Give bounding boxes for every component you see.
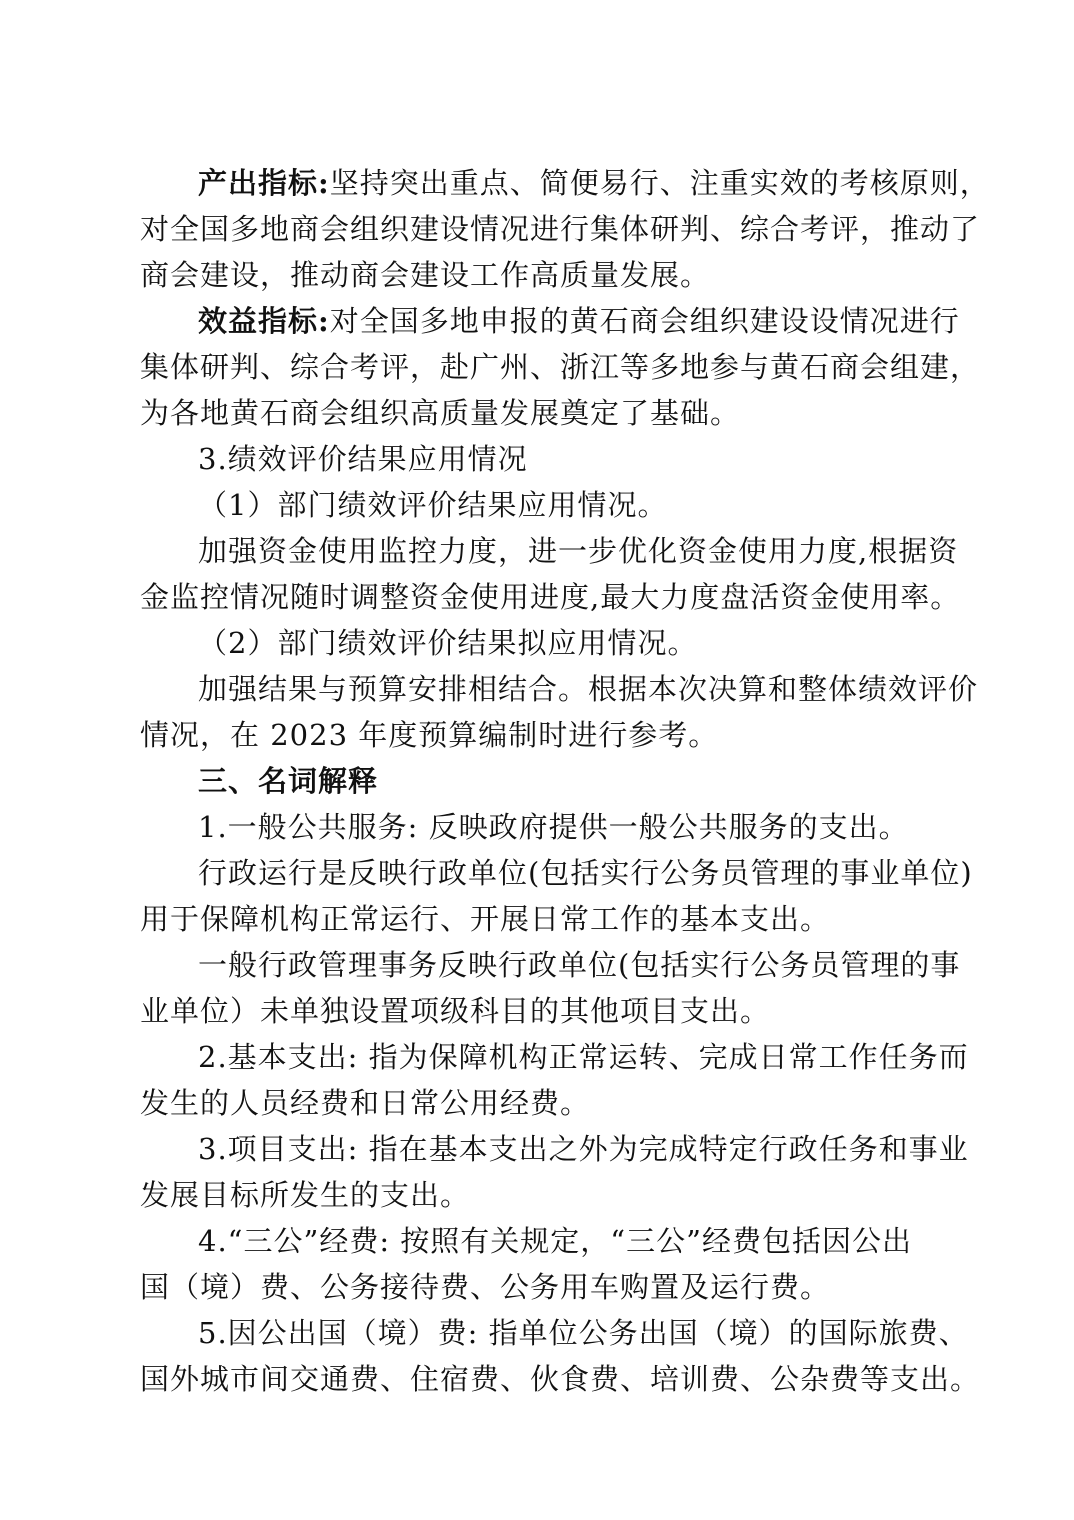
output-indicator-label: 产出指标: (198, 166, 330, 200)
subheading-1: （1）部门绩效评价结果应用情况。 (198, 488, 668, 522)
paragraph-output-indicator (140, 160, 990, 206)
text-line: 集体研判、综合考评，赴广州、浙江等多地参与黄石商会组建， (140, 350, 981, 384)
text-line: 情况，在 2023 年度预算编制时进行参考。 (140, 718, 719, 752)
benefit-indicator-label: 效益指标: (198, 304, 330, 338)
text-line: 用于保障机构正常运行、开展日常工作的基本支出。 (140, 902, 831, 936)
glossary-item-three-public-expenses: 4.“三公”经费: 按照有关规定，“三公”经费包括因公出 (198, 1224, 912, 1258)
text-line: 发展目标所发生的支出。 (140, 1178, 471, 1212)
paragraph-benefit-indicator (140, 298, 960, 344)
text-line: 坚持突出重点、简便易行、注重实效的考核原则， (329, 166, 990, 200)
text-line: 对全国多地商会组织建设情况进行集体研判、综合考评，推动了 (140, 212, 981, 246)
subheading-2: （2）部门绩效评价结果拟应用情况。 (198, 626, 698, 660)
glossary-item-basic-expenditure: 2.基本支出: 指为保障机构正常运转、完成日常工作任务而 (198, 1040, 969, 1074)
section-heading-glossary: 三、名词解释 (198, 764, 379, 798)
section-heading-evaluation-result: 3.绩效评价结果应用情况 (198, 442, 528, 476)
text-line: 行政运行是反映行政单位(包括实行公务员管理的事业单位) (198, 856, 973, 890)
text-line: 一般行政管理事务反映行政单位(包括实行公务员管理的事 (198, 948, 961, 982)
text-line: 加强资金使用监控力度，进一步优化资金使用力度,根据资 (198, 534, 959, 568)
text-line: 金监控情况随时调整资金使用进度,最大力度盘活资金使用率。 (140, 580, 961, 614)
glossary-item-overseas-travel: 5.因公出国（境）费: 指单位公务出国（境）的国际旅费、 (198, 1316, 969, 1350)
text-line: 对全国多地申报的黄石商会组织建设设情况进行 (329, 304, 960, 338)
text-line: 国外城市间交通费、住宿费、伙食费、培训费、公杂费等支出。 (140, 1362, 981, 1396)
text-line: 发生的人员经费和日常公用经费。 (140, 1086, 591, 1120)
text-line: 为各地黄石商会组织高质量发展奠定了基础。 (140, 396, 741, 430)
text-line: 商会建设，推动商会建设工作高质量发展。 (140, 258, 711, 292)
text-line: 国（境）费、公务接待费、公务用车购置及运行费。 (140, 1270, 831, 1304)
glossary-item-general-public-services: 1.一般公共服务: 反映政府提供一般公共服务的支出。 (198, 810, 909, 844)
text-line: 业单位）未单独设置项级科目的其他项目支出。 (140, 994, 771, 1028)
text-line: 加强结果与预算安排相结合。根据本次决算和整体绩效评价 (198, 672, 979, 706)
glossary-item-project-expenditure: 3.项目支出: 指在基本支出之外为完成特定行政任务和事业 (198, 1132, 969, 1166)
